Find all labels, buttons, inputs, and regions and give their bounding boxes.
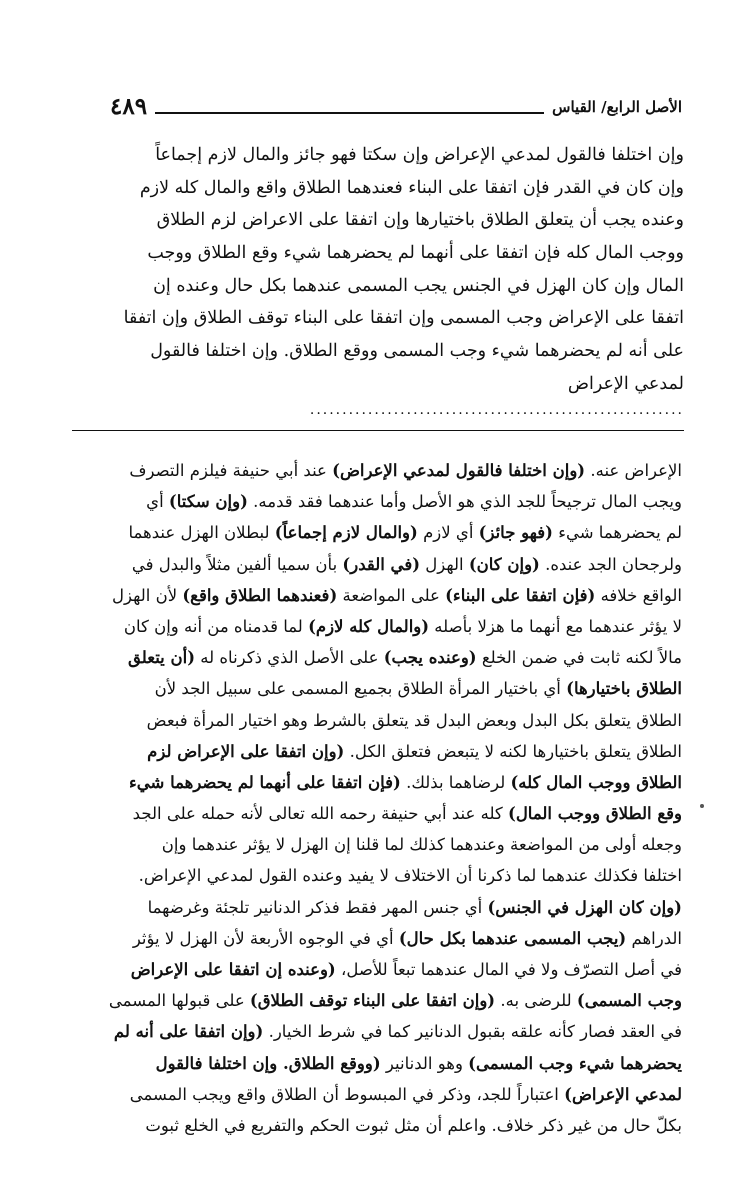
- commentary-segment: على المواضعة: [337, 585, 446, 605]
- quoted-matn-segment: الطلاق ووجب المال كله): [510, 772, 682, 792]
- commentary-segment: لبطلان الهزل عندهما: [128, 523, 275, 543]
- main-line: ووجب المال كله فإن اتفقا على أنهما لم يحضرهما شيء وقع الطلاق ووجب: [147, 243, 684, 264]
- page-header: [110, 88, 682, 122]
- quoted-matn-segment: (في القدر): [342, 554, 421, 574]
- commentary-segment: كله عند أبي حنيفة رحمه الله تعالى لأنه حمله على الجد: [132, 804, 509, 824]
- quoted-matn-segment: (وإن اختلفا فالقول لمدعي الإعراض): [332, 461, 586, 480]
- commentary-segment: على الأصل الذي ذكرناه له: [195, 648, 384, 668]
- quoted-matn-segment: (ووقع الطلاق. وإن اختلفا فالقول: [155, 1053, 381, 1073]
- quoted-matn-segment: الطلاق باختيارها): [566, 679, 682, 699]
- commentary-line: [62, 829, 682, 860]
- commentary-line: [62, 985, 682, 1016]
- commentary-segment: لرضاهما بذلك.: [400, 772, 511, 792]
- commentary-segment: أي: [146, 492, 169, 512]
- commentary-line: [62, 1079, 682, 1110]
- quoted-matn-segment: (وإن اتفقا على أنه لم: [113, 1022, 264, 1042]
- commentary-segment: الطلاق يتعلق باختيارها لكنه لا يتبعض فتعلق الكل.: [344, 741, 682, 761]
- quoted-matn-segment: وجب المسمى): [576, 991, 682, 1011]
- page-number: ٤٨٩: [110, 93, 148, 120]
- commentary-segment: عند أبي حنيفة فيلزم التصرف: [129, 461, 333, 480]
- commentary-segment: في أصل التصرّف ولا في المال عندهما تبعاً للأصل،: [335, 960, 682, 979]
- main-line: وإن اختلفا فالقول لمدعي الإعراض وإن سكتا فهو جائز والمال لازم إجماعاً: [155, 145, 684, 165]
- commentary-line: [62, 860, 682, 891]
- quoted-matn-segment: (وعنده إن اتفقا على الإعراض: [130, 960, 336, 979]
- commentary-segment: لم يحضرهما شيء: [552, 523, 682, 543]
- quoted-matn-segment: وقع الطلاق ووجب المال): [508, 804, 682, 824]
- commentary-segment: أي جنس المهر فقط فذكر الدنانير تلجئة وغرضهما: [147, 897, 488, 917]
- commentary-line: [62, 1048, 682, 1079]
- quoted-matn-segment: (وإن سكتا): [168, 492, 248, 512]
- dotted-leader: ..........................................................: [309, 401, 684, 418]
- commentary-line: [62, 549, 682, 580]
- quoted-matn-segment: (فإن اتفقا على أنهما لم يحضرهما شيء: [128, 772, 401, 792]
- main-line: وعنده يجب أن يتعلق الطلاق باختيارها وإن اتفقا على الاعراض لزم الطلاق: [156, 210, 684, 231]
- commentary-line: [62, 673, 682, 704]
- commentary-line: [62, 923, 682, 954]
- quoted-matn-segment: (أن يتعلق: [128, 648, 196, 668]
- commentary-segment: لا يؤثر عندهما مع أنهما ما هزلا بأصله: [429, 616, 682, 636]
- commentary-segment: لأن الهزل: [112, 585, 183, 605]
- main-line: وإن كان في القدر فإن اتفقا على البناء فعندهما الطلاق واقع والمال كله لازم: [139, 177, 684, 198]
- commentary-line: [62, 1016, 682, 1047]
- main-line-last: لمدعي الإعراض: [567, 373, 684, 394]
- footnote-separator: [72, 430, 684, 431]
- quoted-matn-segment: (والمال كله لازم): [308, 616, 430, 636]
- quoted-matn-segment: يحضرهما شيء وجب المسمى): [468, 1053, 682, 1073]
- commentary-segment: مالاً لكنه ثابت في ضمن الخلع: [476, 648, 682, 668]
- margin-speck: [700, 804, 704, 808]
- commentary-line: [62, 1110, 682, 1141]
- commentary-segment: بأن سميا ألفين مثلاً والبدل في: [131, 554, 343, 574]
- commentary-line: [62, 642, 682, 673]
- commentary-line: [62, 705, 682, 736]
- commentary-line: [62, 767, 682, 798]
- commentary-line: [62, 892, 682, 923]
- main-text: [72, 139, 684, 421]
- running-title: الأصل الرابع/ القياس: [552, 98, 682, 116]
- quoted-matn-segment: (وإن اتفقا على الإعراض لزم: [147, 741, 345, 761]
- commentary-segment: وجعله أولى من المواضعة وعندهما كذلك لما قلنا إن الهزل لا يؤثر عندهما وإن: [161, 835, 682, 855]
- commentary-segment: الدراهم: [626, 928, 682, 948]
- quoted-matn-segment: (وإن كان الهزل في الجنس): [487, 897, 682, 917]
- commentary-segment: اعتباراً للجد، وذكر في المبسوط أن الطلاق واقع ويجب المسمى: [129, 1084, 565, 1104]
- commentary-segment: الواقع خلافه: [595, 585, 682, 605]
- commentary-segment: أي في الوجوه الأربعة لأن الهزل لا يؤثر: [132, 928, 399, 948]
- main-line: اتفقا على الإعراض وجب المسمى وإن اتفقا على البناء توقف الطلاق وإن اتفقا: [123, 308, 684, 329]
- commentary-line: [62, 954, 682, 985]
- commentary-segment: لما قدمناه من أنه وإن كان: [123, 616, 309, 636]
- commentary-segment: في العقد فصار كأنه علقه بقبول الدنانير كما في شرط الخيار.: [263, 1022, 682, 1042]
- commentary-line: [62, 736, 682, 767]
- commentary-segment: الإعراض عنه.: [585, 461, 682, 480]
- quoted-matn-segment: (فعندهما الطلاق واقع): [182, 585, 338, 605]
- commentary-line: [62, 517, 682, 548]
- commentary-segment: على قبولها المسمى: [108, 991, 250, 1011]
- commentary-line: [62, 486, 682, 517]
- quoted-matn-segment: (والمال لازم إجماعاً): [274, 523, 418, 543]
- commentary-line: [62, 611, 682, 642]
- commentary-segment: أي باختيار المرأة الطلاق بجميع المسمى على سبيل الجد لأن: [154, 679, 567, 699]
- commentary-line: [62, 798, 682, 829]
- quoted-matn-segment: (فإن اتفقا على البناء): [445, 585, 596, 605]
- commentary-segment: الهزل: [420, 554, 469, 574]
- commentary-segment: اختلفا فكذلك عندهما لما ذكرنا أن الاختلاف لا يفيد وعنده القول لمدعي الإعراض.: [138, 866, 682, 886]
- commentary-segment: ولرجحان الجد عنده.: [539, 554, 682, 574]
- commentary-segment: أي لازم: [417, 523, 479, 543]
- header-rule: [155, 112, 544, 114]
- commentary-segment: الطلاق يتعلق بكل البدل وبعض البدل قد يتعلق بالشرط وهو اختيار المرأة فبعض: [146, 710, 682, 730]
- commentary-line: [62, 580, 682, 611]
- commentary-text: [62, 455, 682, 1141]
- quoted-matn-segment: (وإن كان): [468, 554, 540, 574]
- commentary-segment: وهو الدنانير: [380, 1053, 469, 1073]
- commentary-line: [62, 455, 682, 486]
- commentary-segment: ويجب المال ترجيحاً للجد الذي هو الأصل وأما عندهما فقد قدمه.: [247, 492, 682, 512]
- main-line: المال وإن كان الهزل في الجنس يجب المسمى عندهما بكل حال وعنده إن: [153, 275, 684, 296]
- main-line: على أنه لم يحضرهما شيء وجب المسمى ووقع الطلاق. وإن اختلفا فالقول: [150, 341, 684, 362]
- commentary-segment: للرضى به.: [495, 991, 577, 1011]
- quoted-matn-segment: (يجب المسمى عندهما بكل حال): [398, 928, 627, 948]
- commentary-segment: بكلّ حال من غير ذكر خلاف. واعلم أن مثل ثبوت الحكم والتفريع في الخلع ثبوت: [145, 1115, 682, 1135]
- quoted-matn-segment: لمدعي الإعراض): [564, 1084, 682, 1104]
- quoted-matn-segment: (وعنده يجب): [383, 648, 477, 668]
- quoted-matn-segment: (وإن اتفقا على البناء توقف الطلاق): [249, 991, 496, 1011]
- quoted-matn-segment: (فهو جائز): [478, 523, 553, 543]
